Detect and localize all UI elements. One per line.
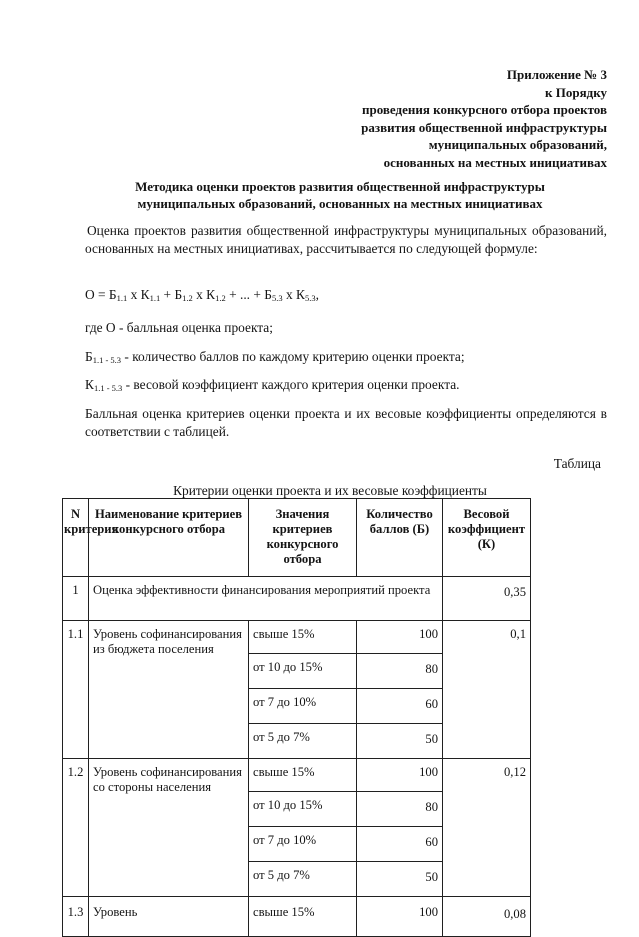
document-title — [60, 178, 620, 212]
header-line: основанных на местных инициативах — [383, 154, 607, 170]
closing-paragraph: Балльная оценка критериев оценки проекта и их весовые коэффициенты определяются в соответствии с таблицей. — [85, 406, 607, 439]
row-weight: 0,08 — [443, 897, 531, 937]
criterion-points: 80 — [357, 792, 443, 827]
appendix-header — [361, 66, 607, 172]
criterion-value: от 10 до 15% — [249, 654, 357, 689]
criterion-points: 50 — [357, 724, 443, 759]
criterion-value: от 7 до 10% — [249, 827, 357, 862]
header-line: развития общественной инфраструктуры — [361, 119, 607, 135]
row-name: Уровень софинансирования со стороны населения — [89, 759, 249, 897]
row-num: 1.1 — [63, 621, 89, 759]
header-line: к Порядку — [545, 84, 607, 100]
row-weight: 0,1 — [443, 621, 531, 759]
header-weight: Весовой коэффициент (К) — [443, 499, 531, 577]
table-row — [63, 897, 531, 937]
criterion-points: 60 — [357, 827, 443, 862]
where-o-text: где О - балльная оценка проекта; — [85, 320, 273, 335]
header-name: Наименование критериев конкурсного отбора — [89, 499, 249, 577]
criterion-value: от 7 до 10% — [249, 689, 357, 724]
formula: $О = Б_{1.1}$ х $К_{1.1} + Б_{1.2}$ х $К_{1.2}$ + ... + $Б_{5.3}$ х $К_{5.3}$, — [85, 287, 319, 303]
title-line: муниципальных образований, основанных на местных инициативах — [137, 196, 543, 211]
row-num: 1.2 — [63, 759, 89, 897]
row-num: 1.3 — [63, 897, 89, 937]
criterion-points: 100 — [357, 897, 443, 937]
row-num: 1 — [63, 577, 89, 621]
table-row — [63, 577, 531, 621]
row-weight: 0,35 — [443, 577, 531, 621]
header-line: Приложение № 3 — [506, 67, 607, 82]
header-line: проведения конкурсного отбора проектов — [362, 102, 607, 118]
criterion-points: 50 — [357, 862, 443, 897]
header-num: N критерия — [63, 499, 89, 577]
table-row — [63, 759, 531, 792]
row-name: Уровень софинансирования из бюджета поселения — [89, 621, 249, 759]
criterion-points: 100 — [357, 621, 443, 654]
criterion-points: 80 — [357, 654, 443, 689]
k-definition: $К_{1.1 - 5.3}$ - весовой коэффициент каждого критерия оценки проекта. — [85, 377, 460, 393]
table-row — [63, 621, 531, 654]
criterion-value: от 5 до 7% — [249, 724, 357, 759]
header-values: Значения критериев конкурсного отбора — [249, 499, 357, 577]
criterion-value: от 10 до 15% — [249, 792, 357, 827]
criterion-value: свыше 15% — [249, 759, 357, 792]
row-weight: 0,12 — [443, 759, 531, 897]
b-definition: $Б_{1.1 - 5.3}$ - количество баллов по каждому критерию оценки проекта; — [85, 349, 465, 365]
criteria-table — [62, 498, 531, 937]
table-caption: Критерии оценки проекта и их весовые коэффициенты — [173, 483, 487, 498]
table-header-row — [63, 499, 531, 577]
criterion-value: от 5 до 7% — [249, 862, 357, 897]
intro-paragraph: Оценка проектов развития общественной инфраструктуры муниципальных образований, основанных на местных инициативах, рассчитывается по следующей формуле: — [85, 223, 607, 256]
criterion-value: свыше 15% — [249, 621, 357, 654]
title-line: Методика оценки проектов развития общественной инфраструктуры — [135, 179, 545, 194]
criterion-points: 100 — [357, 759, 443, 792]
table-label: Таблица — [553, 456, 601, 471]
row-name: Оценка эффективности финансирования мероприятий проекта — [89, 577, 443, 621]
row-name: Уровень — [89, 897, 249, 937]
criterion-value: свыше 15% — [249, 897, 357, 937]
header-points: Количество баллов (Б) — [357, 499, 443, 577]
criterion-points: 60 — [357, 689, 443, 724]
header-line: муниципальных образований, — [428, 137, 607, 153]
